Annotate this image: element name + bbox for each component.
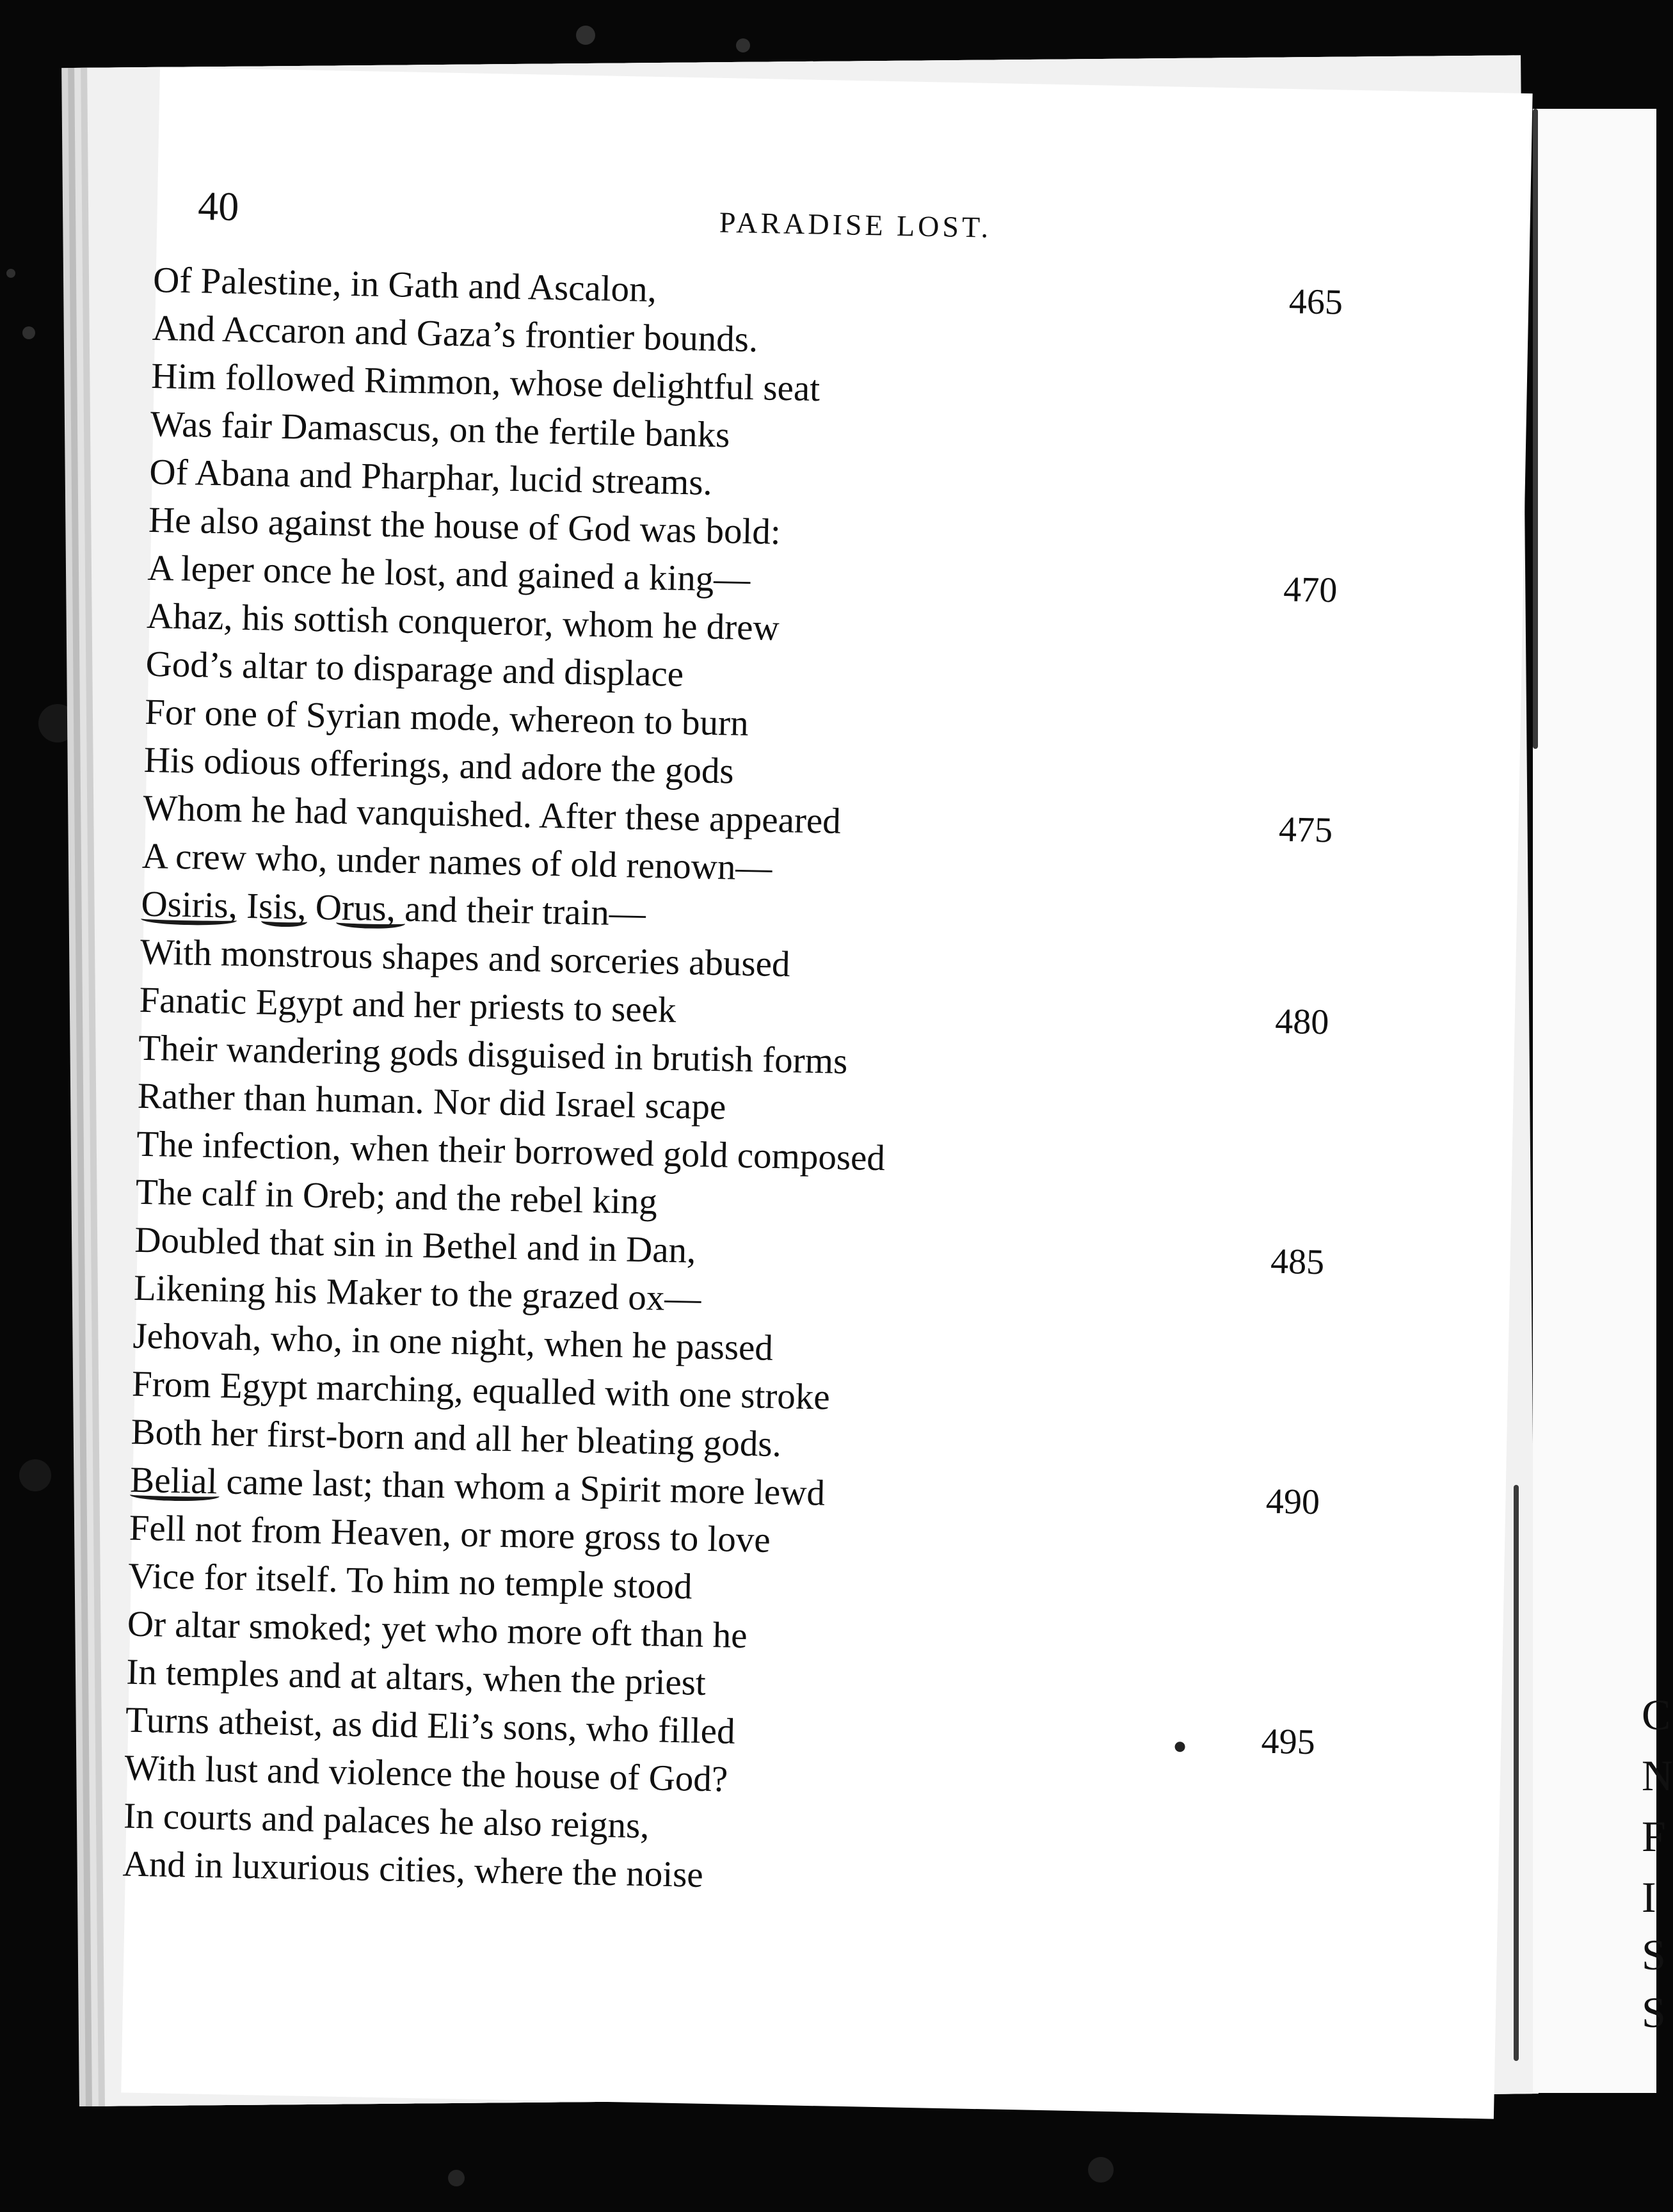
line-number: 495 bbox=[1261, 1721, 1316, 1763]
verse-line-text: Him followed Rimmon, whose delightful seat bbox=[150, 355, 820, 410]
dust-speck bbox=[38, 704, 77, 742]
running-title: PARADISE LOST. bbox=[719, 205, 992, 244]
verse-line-text: His odious offerings, and adore the gods bbox=[143, 739, 735, 792]
verse-line-text: Fanatic Egypt and her priests to seek bbox=[139, 979, 677, 1030]
verse-line-text: Whom he had vanquished. After these appeared bbox=[142, 787, 842, 842]
verse-line-text: Their wandering gods disguised in brutish forms bbox=[138, 1027, 848, 1082]
verse-line-text: Of Abana and Pharphar, lucid streams. bbox=[148, 451, 713, 503]
dust-speck bbox=[19, 1459, 51, 1491]
dust-speck bbox=[6, 269, 15, 278]
dust-speck bbox=[22, 326, 35, 339]
verse-line-text: Ahaz, his sottish conqueror, whom he drew bbox=[146, 595, 780, 648]
verse-line-text: And Accaron and Gaza’s frontier bounds. bbox=[152, 307, 758, 360]
verse-line-text: In courts and palaces he also reigns, bbox=[123, 1795, 650, 1847]
line-number: 475 bbox=[1278, 809, 1333, 851]
line-number: 480 bbox=[1274, 1001, 1329, 1043]
verse-line-text: With monstrous shapes and sorceries abused bbox=[140, 931, 791, 985]
verse-line-text: He also against the house of God was bold: bbox=[148, 499, 781, 552]
pencil-dot-mark bbox=[1174, 1742, 1185, 1752]
line-number: 490 bbox=[1265, 1481, 1320, 1523]
verse-line-text: Was fair Damascus, on the fertile banks bbox=[150, 403, 730, 456]
verse-line-text: Vice for itself. To him no temple stood bbox=[127, 1555, 693, 1607]
facing-page-letter: C bbox=[1642, 1690, 1671, 1739]
verse-line-text: Or altar smoked; yet who more oft than he bbox=[127, 1603, 748, 1656]
line-number: 465 bbox=[1288, 282, 1343, 323]
facing-page-letter: N bbox=[1642, 1751, 1673, 1800]
verse-line-text: Of Palestine, in Gath and Ascalon, bbox=[152, 259, 657, 310]
gutter-fold-line bbox=[1533, 109, 1538, 749]
verse-line-text: For one of Syrian mode, whereon to burn bbox=[144, 691, 749, 744]
verse-line-text: In temples and at altars, when the priest bbox=[125, 1651, 707, 1703]
verse-line-text: Belial came last; than whom a Spirit more lewd bbox=[129, 1459, 826, 1514]
gutter-fold-line bbox=[1514, 1485, 1519, 2061]
facing-page-letter: F bbox=[1642, 1812, 1666, 1861]
verse-line-text: Likening his Maker to the grazed ox— bbox=[133, 1267, 701, 1319]
verse-block bbox=[122, 256, 1421, 1912]
dust-speck bbox=[576, 26, 595, 45]
verse-line-text: Fell not from Heaven, or more gross to love bbox=[129, 1507, 771, 1560]
verse-line-text: Jehovah, who, in one night, when he passed bbox=[132, 1315, 774, 1368]
verse-line-text: Turns atheist, as did Eli’s sons, who filled bbox=[125, 1699, 736, 1752]
verse-line-text: With lust and violence the house of God? bbox=[124, 1747, 728, 1800]
facing-page-letter: S bbox=[1642, 1930, 1666, 1979]
dust-speck bbox=[448, 2170, 465, 2186]
verse-line-text: God’s altar to disparage and displace bbox=[145, 643, 684, 695]
verse-line-text: Both her first-born and all her bleating gods. bbox=[131, 1411, 782, 1465]
facing-page-letter: I bbox=[1642, 1873, 1656, 1921]
line-number: 470 bbox=[1283, 569, 1338, 611]
verse-line-text: Doubled that sin in Bethel and in Dan, bbox=[134, 1219, 696, 1271]
verse-line-text: And in luxurious cities, where the noise bbox=[122, 1843, 704, 1895]
facing-page-letter: S bbox=[1642, 1988, 1666, 2037]
facing-page bbox=[1533, 109, 1656, 2093]
verse-line-text: The calf in Oreb; and the rebel king bbox=[135, 1171, 658, 1222]
page-number: 40 bbox=[197, 182, 239, 230]
line-number: 485 bbox=[1270, 1241, 1325, 1283]
dust-speck bbox=[1088, 2157, 1114, 2183]
verse-line-text: A crew who, under names of old renown— bbox=[141, 835, 773, 888]
verse-line-text: Osiris, Isis, Orus, and their train— bbox=[140, 883, 646, 934]
verse-line-text: The infection, when their borrowed gold composed bbox=[136, 1123, 886, 1179]
verse-line-text: Rather than human. Nor did Israel scape bbox=[137, 1075, 726, 1128]
verse-line-text: From Egypt marching, equalled with one stroke bbox=[131, 1363, 831, 1418]
verse-line-text: A leper once he lost, and gained a king— bbox=[147, 547, 751, 600]
dust-speck bbox=[736, 38, 750, 52]
